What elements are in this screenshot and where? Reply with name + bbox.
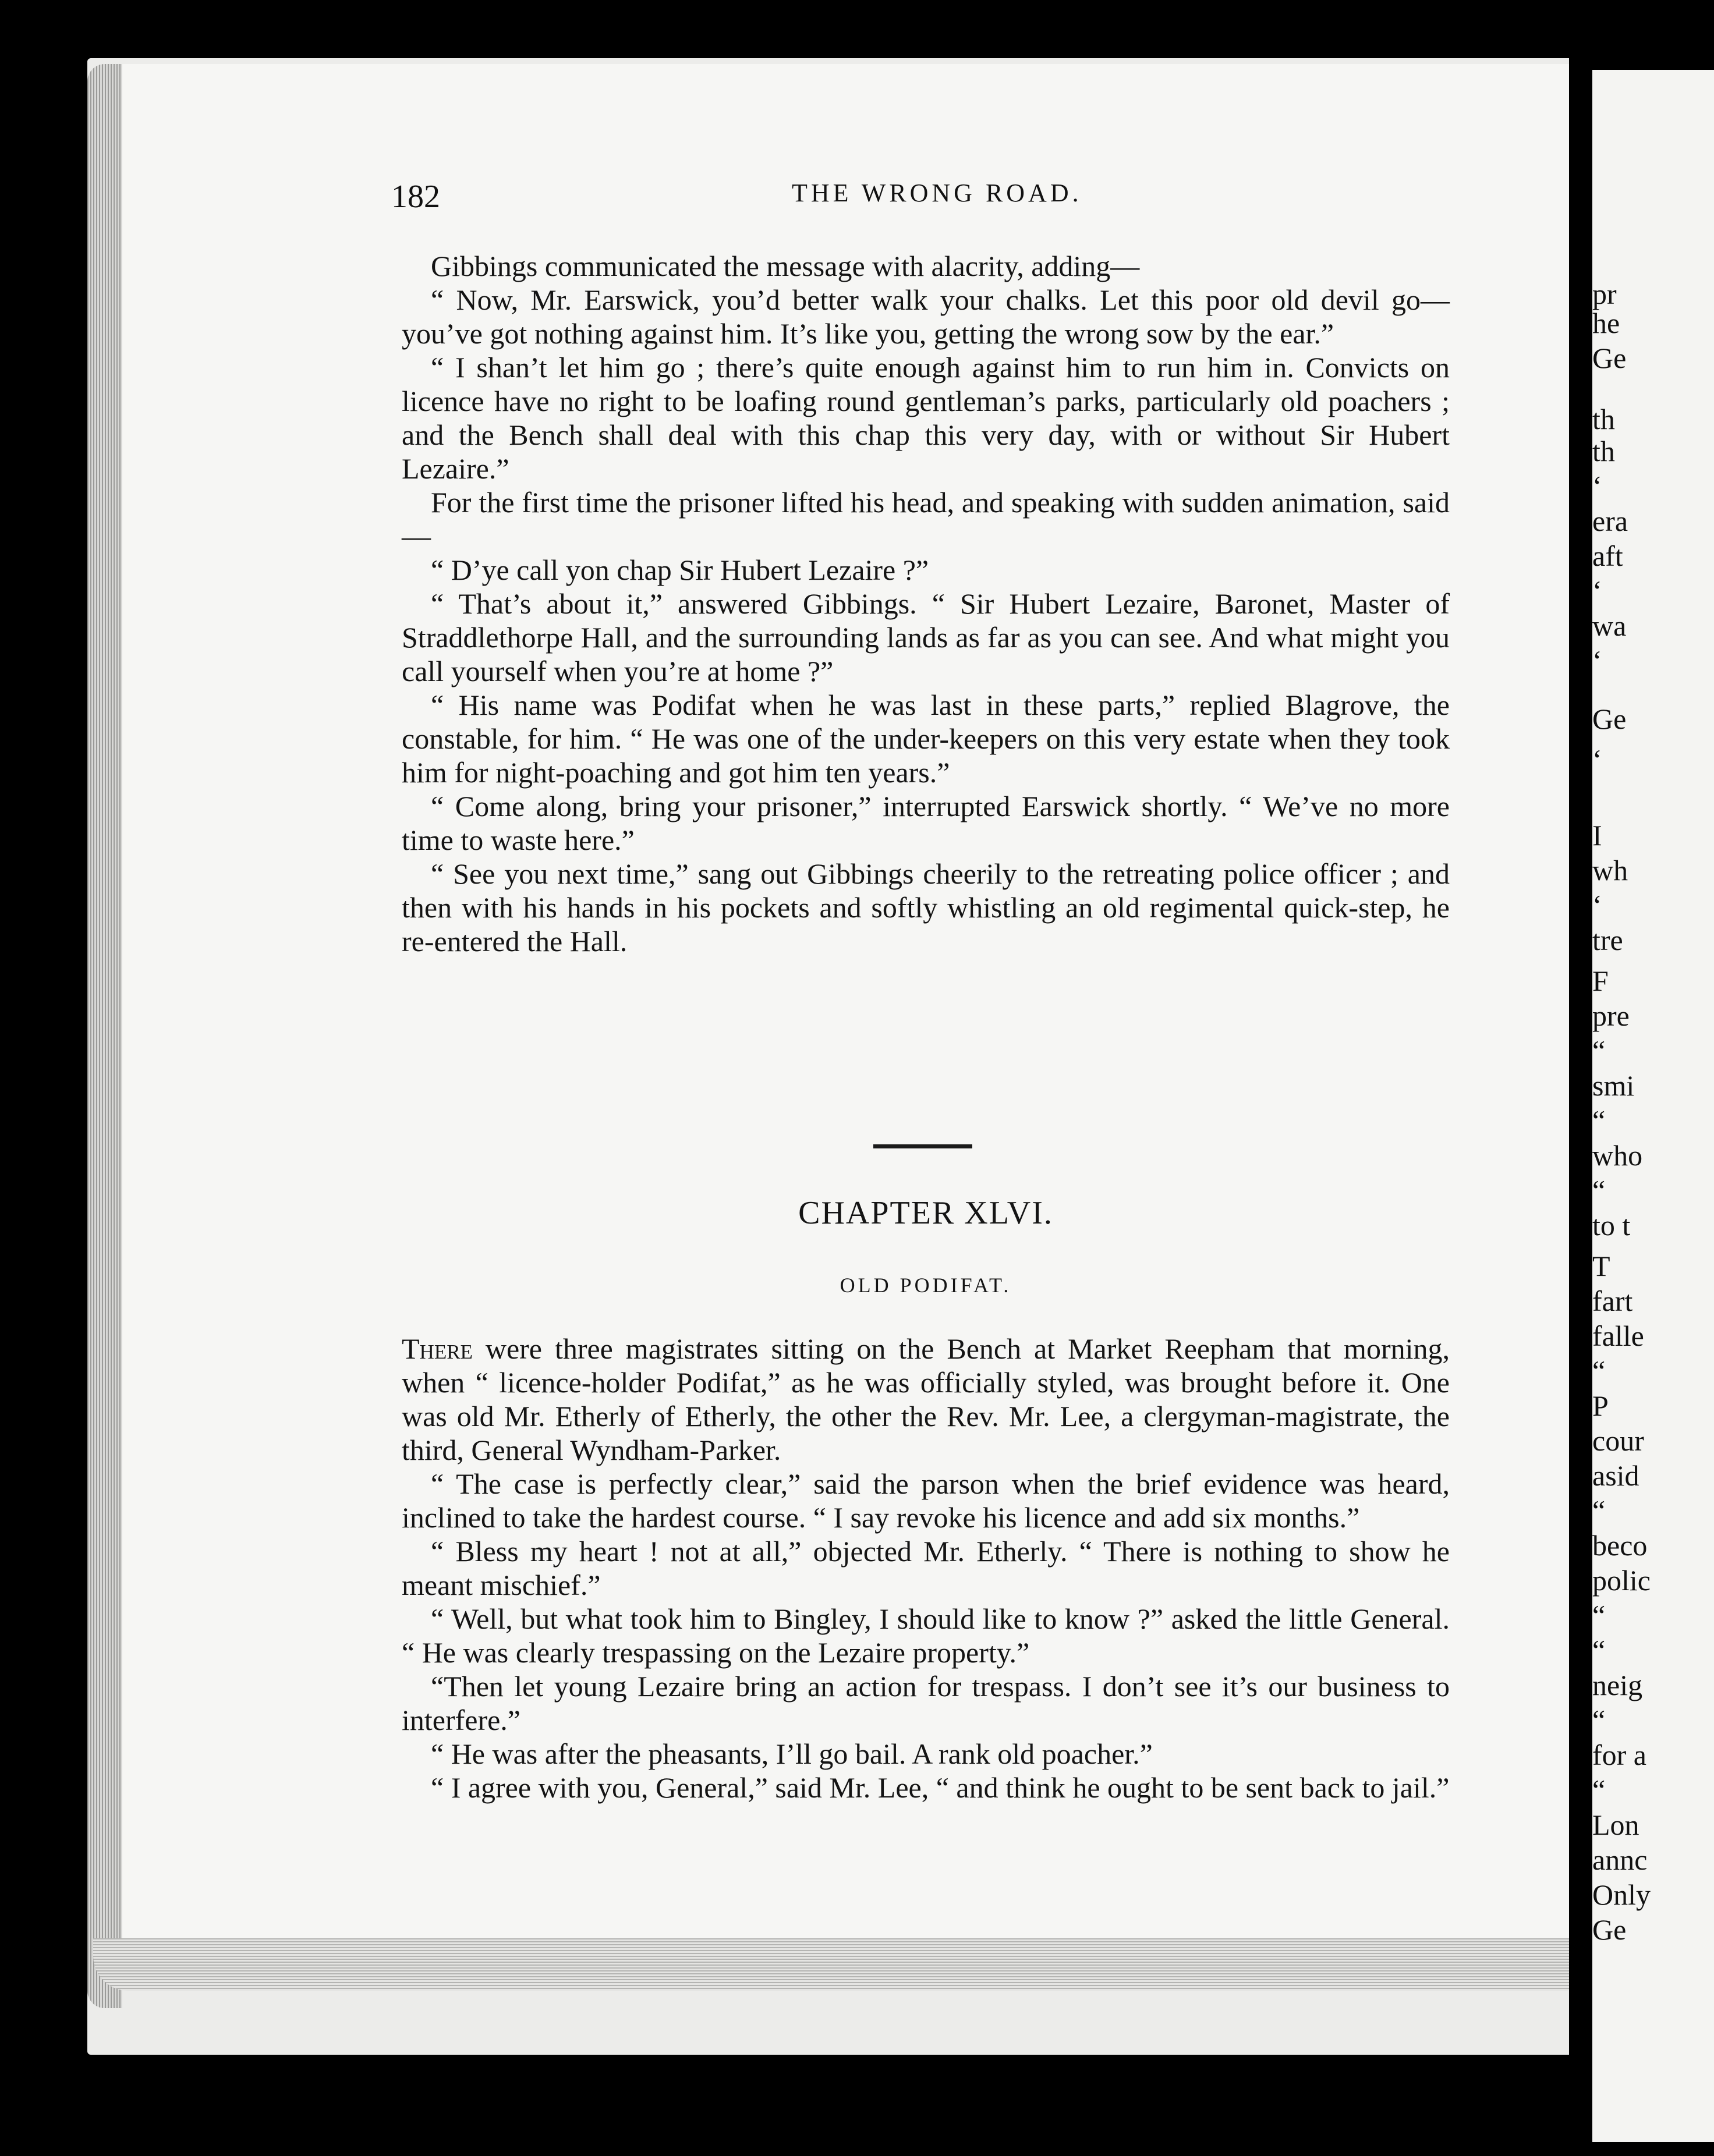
right-page-fragment: aft [1592,540,1623,572]
right-page-fragment: “ [1592,1354,1606,1387]
paragraph: “ His name was Podifat when he was last in these parts,” replied Blagrove, the constable, for him. “ He was one of the under-keepers on this very estate when they took him for night-poaching and got him ten years.” [402,689,1450,789]
paragraph: “ Bless my heart ! not at all,” objected Mr. Etherly. “ There is nothing to show he meant mischief.” [402,1535,1450,1601]
running-head: THE WRONG ROAD. [792,179,1082,207]
paragraph: “ Well, but what took him to Bingley, I should like to know ?” asked the little General. “ He was clearly trespassing on the Lezaire property.” [402,1602,1450,1669]
paragraph: “ That’s about it,” answered Gibbings. “ Sir Hubert Lezaire, Baronet, Master of Straddlethorpe Hall, and the surrounding lands as far as you can see. And what might you call yourself when you’re at home ?” [402,587,1450,687]
right-page-fragment: wa [1592,609,1627,642]
right-page-fragment: “ [1592,1494,1606,1527]
right-page-fragment: ‘ [1592,470,1602,502]
right-page-fragment: Only [1592,1878,1651,1911]
opening-paragraph [402,1332,1450,1467]
right-page-fragment: he [1592,307,1620,339]
right-page-fragment: “ [1592,1104,1606,1137]
right-page-fragment: pr [1592,278,1617,310]
right-page-edge [1592,70,1714,2142]
right-page-fragment: “ [1592,1174,1606,1207]
page-edges-bottom [93,1938,1572,1991]
right-page-fragment: neig [1592,1669,1643,1701]
right-page-fragment: “ [1592,1599,1606,1632]
right-page-fragment: Ge [1592,342,1627,374]
right-page-fragment: beco [1592,1529,1648,1562]
opening-paragraph-text: were three magistrates sitting on the Bench at Market Reepham that morning, when “ licence-holder Podifat,” as he was officially styled, was brought before it. One was old Mr. Etherly of Etherly, the other the Rev. Mr. Lee, a clergyman-magistrate, the third, General Wyndham-Parker. [402,1332,1450,1466]
right-page-fragment: P [1592,1389,1609,1422]
book-gutter [1569,58,1592,2072]
right-page-fragment: “ [1592,1774,1606,1806]
right-page-fragment: F [1592,964,1609,997]
paragraph: “ Come along, bring your prisoner,” interrupted Earswick shortly. “ We’ve no more time to waste here.” [402,790,1450,856]
right-page-fragment: th [1592,435,1615,467]
right-page-fragment: ‘ [1592,644,1602,677]
right-page-fragment: pre [1592,999,1630,1032]
right-page-fragment: era [1592,505,1628,537]
right-page-fragment: asid [1592,1459,1639,1492]
paragraph: “ I agree with you, General,” said Mr. Lee, “ and think he ought to be sent back to jail.” [431,1771,1450,1804]
right-page-fragment: wh [1592,854,1628,886]
right-page-fragment: th [1592,403,1615,435]
paragraph: “ See you next time,” sang out Gibbings cheerily to the retreating police officer ; and then with his hands in his pockets and softly whistling an old regimental quick-step, he re-entered the Hall. [402,857,1450,958]
right-page-fragment: annc [1592,1843,1648,1876]
paragraph: For the first time the prisoner lifted his head, and speaking with sudden animation, said— [402,486,1450,552]
opening-word: There [402,1332,473,1365]
section-divider-rule [873,1144,972,1148]
right-page-fragment: fart [1592,1285,1633,1317]
right-page-fragment: to t [1592,1209,1631,1242]
right-page-fragment: “ [1592,1034,1606,1067]
right-page-fragment: Ge [1592,1913,1627,1946]
right-page-fragment: “ [1592,1634,1606,1666]
paragraph: “ D’ye call yon chap Sir Hubert Lezaire ?” [431,554,929,586]
right-page-fragment: smi [1592,1069,1635,1102]
right-page-fragment: for a [1592,1739,1646,1771]
body-text-section-2 [402,1332,1450,1804]
chapter-title: CHAPTER XLVI. [798,1195,1053,1231]
paragraph: “ Now, Mr. Earswick, you’d better walk your chalks. Let this poor old devil go—you’ve got nothing against him. It’s like you, getting the wrong sow by the ear.” [402,283,1450,350]
paragraph: “ He was after the pheasants, I’ll go bail. A rank old poacher.” [431,1737,1153,1770]
right-page-fragment: T [1592,1250,1610,1282]
right-page-fragment: who [1592,1139,1643,1172]
chapter-subtitle: OLD PODIFAT. [840,1274,1012,1297]
body-text-section-1 [402,249,1450,958]
page-number: 182 [391,179,440,215]
right-page-fragment: falle [1592,1320,1644,1352]
right-page-fragment: ‘ [1592,575,1602,607]
paragraph: “Then let young Lezaire bring an action for trespass. I don’t see it’s our business to interfere.” [402,1670,1450,1736]
paragraph: “ The case is perfectly clear,” said the parson when the brief evidence was heard, inclined to take the hardest course. “ I say revoke his licence and add six months.” [402,1467,1450,1534]
right-page-fragment: tre [1592,924,1623,956]
right-page-fragment: Ge [1592,703,1627,735]
right-page-fragment: ‘ [1592,889,1602,921]
paragraph: “ I shan’t let him go ; there’s quite enough against him to run him in. Convicts on licence have no right to be loafing round gentleman’s parks, particularly old poachers ; and the Bench shall deal with this chap this very day, with or without Sir Hubert Lezaire.” [402,351,1450,485]
right-page-fragment: I [1592,819,1602,852]
right-page-fragment: “ [1592,1704,1606,1736]
paragraph: Gibbings communicated the message with alacrity, adding— [431,250,1140,282]
right-page-fragment: cour [1592,1424,1644,1457]
right-page-fragment: polic [1592,1564,1651,1597]
right-page-fragment: Lon [1592,1809,1639,1841]
page-edges-left [87,64,122,2008]
right-page-fragment: ‘ [1592,743,1602,776]
